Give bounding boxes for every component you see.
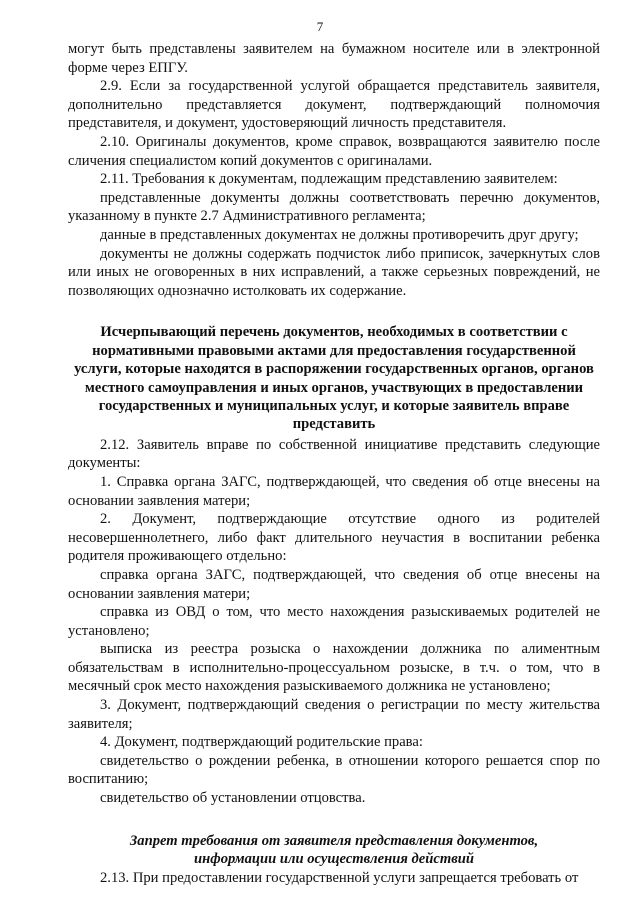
paragraph: 2. Документ, подтверждающие отсутствие одного из родителей несовершеннолетнего, либо факт длительного неучастия в воспитании ребенка родителя проживающего отдельно: (68, 511, 600, 565)
paragraph: свидетельство об установлении отцовства. (100, 790, 366, 807)
page-number: 7 (316, 19, 324, 34)
paragraph: документы не должны содержать подчисток либо приписок, зачеркнутых слов или иных не оговоренных в них исправлений, а также серьезных повреждений, не позволяющих однозначно истолковать их содержание. (68, 245, 600, 299)
paragraph: выписка из реестра розыска о нахождении должника по алиментным обязательствам в исполнительно-процессуальном розыске, в т.ч. о том, что в месячный срок место нахождения разыскиваемого должника не установлено; (68, 641, 600, 695)
paragraph: могут быть представлены заявителем на бумажном носителе или в электронной форме через ЕПГУ. (68, 41, 600, 76)
italic-heading-line: Запрет требования от заявителя представления документов, (129, 832, 539, 849)
paragraph: данные в представленных документах не должны противоречить друг другу; (100, 226, 579, 243)
italic-heading-line: информации или осуществления действий (194, 851, 474, 868)
document-body (68, 40, 600, 887)
paragraph: справка органа ЗАГС, подтверждающей, что сведения об отце внесены на основании заявления матери; (68, 566, 600, 602)
section-heading: Исчерпывающий перечень документов, необходимых в соответствии с нормативными правовыми актами для предоставления государственной услуги, которые находятся в распоряжении государственных органов, органов местного самоуправления и иных органов, участвующих в предоставлении государственных и муниципальных услуг, и которые заявитель вправе представить (74, 324, 594, 433)
paragraph: 4. Документ, подтверждающий родительские права: (100, 734, 423, 751)
paragraph: 3. Документ, подтверждающий сведения о регистрации по месту жительства заявителя; (68, 697, 600, 732)
paragraph: 1. Справка органа ЗАГС, подтверждающей, что сведения об отце внесены на основании заявления матери; (68, 473, 600, 509)
paragraph: 2.10. Оригиналы документов, кроме справок, возвращаются заявителю после сличения специалистом копий документов с оригиналами. (68, 133, 600, 169)
paragraph: свидетельство о рождении ребенка, в отношении которого решается спор по воспитанию; (68, 752, 600, 788)
italic-section-heading (68, 832, 600, 869)
paragraph: справка из ОВД о том, что место нахождения разыскиваемых родителей не установлено; (68, 604, 600, 639)
paragraph: 2.13. При предоставлении государственной услуги запрещается требовать от (100, 869, 579, 886)
paragraph: 2.9. Если за государственной услугой обращается представитель заявителя, дополнительно представляется документ, подтверждающий полномочия представителя, и документ, удостоверяющий личность представителя. (68, 78, 600, 132)
paragraph: 2.12. Заявитель вправе по собственной инициативе представить следующие документы: (68, 436, 600, 472)
paragraph: 2.11. Требования к документам, подлежащим представлению заявителем: (100, 171, 558, 188)
paragraph: представленные документы должны соответствовать перечню документов, указанному в пункте 2.7 Административного регламента; (68, 189, 600, 225)
